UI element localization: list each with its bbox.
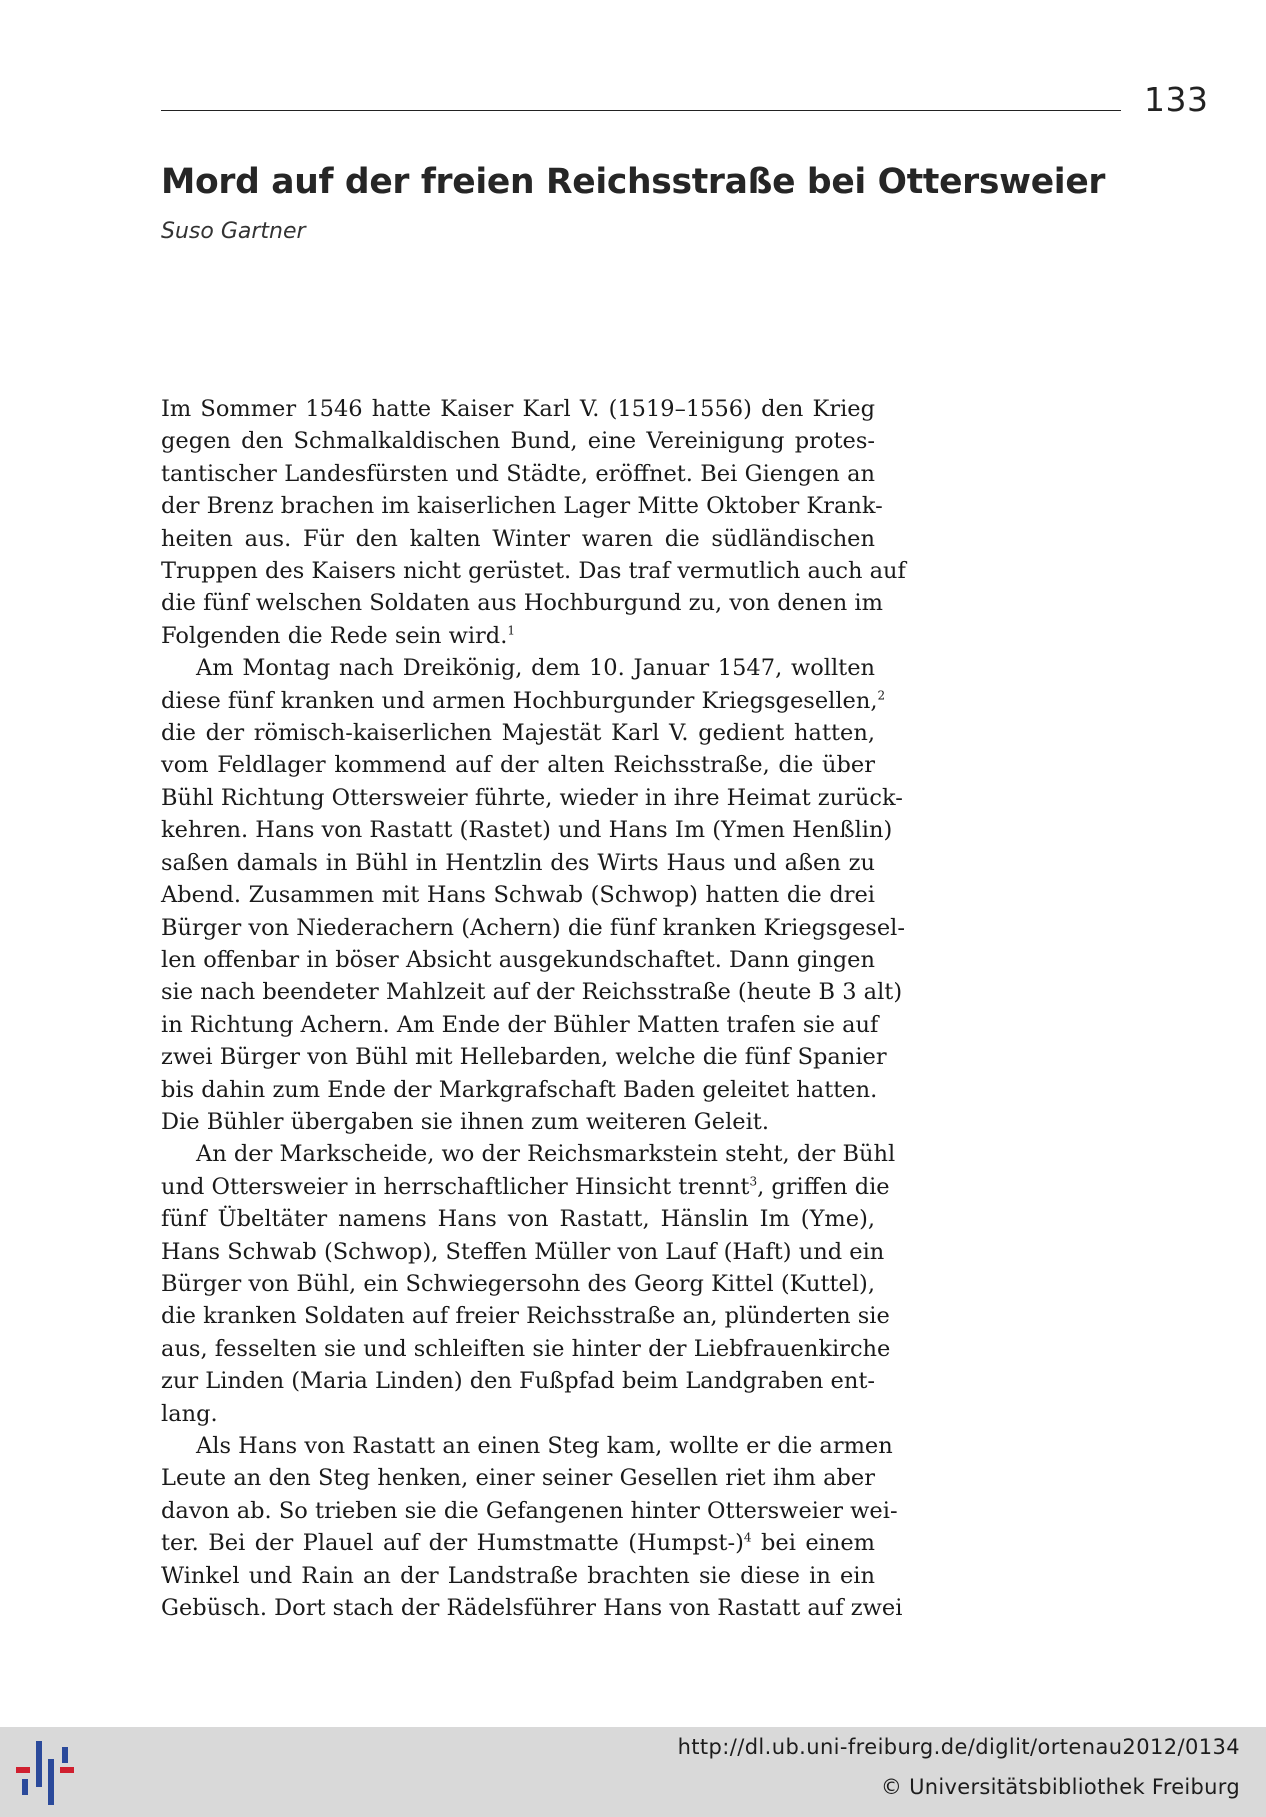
text-line [161, 620, 875, 652]
text-line [161, 1527, 875, 1559]
text-line: gegen den Schmalkaldischen Bund, eine Vereinigung protes- [161, 428, 875, 455]
text-line: in Richtung Achern. Am Ende der Bühler Matten trafen sie auf [161, 1011, 879, 1038]
paragraph-3 [161, 1138, 896, 1430]
footer-url-link[interactable]: http://dl.ub.uni-freiburg.de/diglit/ortenau2012/0134 [677, 1735, 1240, 1759]
page-header-rule [161, 110, 1121, 111]
text-line: davon ab. So trieben sie die Gefangenen hinter Ottersweier wei- [161, 1497, 898, 1524]
text-line: An der Markscheide, wo der Reichsmarkstein steht, der Bühl [196, 1141, 896, 1168]
footnote-marker[interactable]: 1 [507, 623, 515, 638]
text-line-content: und Ottersweier in herrschaftlicher Hinsicht trennt [161, 1173, 750, 1200]
text-line: sie nach beendeter Mahlzeit auf der Reichsstraße (heute B 3 alt) [161, 979, 903, 1006]
text-line: kehren. Hans von Rastatt (Rastet) und Hans Im (Ymen Henßlin) [161, 817, 893, 844]
text-line: die fünf welschen Soldaten aus Hochburgund zu, von denen im [161, 590, 883, 617]
paragraph-2 [161, 652, 905, 1138]
text-line: Hans Schwab (Schwop), Steffen Müller von Lauf (Haft) und ein [161, 1238, 885, 1265]
logo-blue-bar [36, 1741, 42, 1787]
logo-blue-bar [62, 1747, 68, 1763]
footer-bar [0, 1727, 1266, 1817]
article-body [161, 393, 906, 1624]
footer-copyright: © Universitätsbibliothek Freiburg [880, 1775, 1240, 1799]
text-line: Abend. Zusammen mit Hans Schwab (Schwop) hatten die drei [161, 882, 875, 909]
text-line: bis dahin zum Ende der Markgrafschaft Baden geleitet hatten. [161, 1076, 878, 1103]
text-line: Leute an den Steg henken, einer seiner Gesellen riet ihm aber [161, 1465, 875, 1492]
text-line: Am Montag nach Dreikönig, dem 10. Januar 1547, wollten [196, 655, 875, 682]
text-line: die der römisch-kaiserlichen Majestät Karl V. gedient hatten, [161, 720, 875, 747]
footnote-marker[interactable]: 4 [743, 1530, 752, 1545]
text-line: tantischer Landesfürsten und Städte, eröffnet. Bei Giengen an [161, 460, 875, 487]
footnote-marker[interactable]: 3 [749, 1174, 758, 1189]
footnote-marker[interactable]: 2 [877, 688, 886, 703]
page-number: 133 [1144, 80, 1209, 119]
text-line: Gebüsch. Dort stach der Rädelsführer Hans von Rastatt auf zwei [161, 1595, 903, 1622]
text-line: zwei Bürger von Bühl mit Hellebarden, welche die fünf Spanier [161, 1044, 887, 1071]
text-line: der Brenz brachen im kaiserlichen Lager Mitte Oktober Krank- [161, 493, 883, 520]
text-line: vom Feldlager kommend auf der alten Reichsstraße, die über [161, 752, 875, 779]
logo-blue-bar [22, 1779, 28, 1795]
text-line: Als Hans von Rastatt an einen Steg kam, wollte er die armen [196, 1433, 893, 1459]
article-title: Mord auf der freien Reichsstraße bei Ottersweier [161, 162, 1106, 202]
text-line: heiten aus. Für den kalten Winter waren die südländischen [161, 525, 875, 552]
ub-freiburg-logo-icon [14, 1741, 78, 1805]
text-line: Die Bühler übergaben sie ihnen zum weiteren Geleit. [161, 1108, 769, 1135]
text-line: Bürger von Niederachern (Achern) die fünf kranken Kriegsgesel- [161, 914, 905, 941]
text-line: Winkel und Rain an der Landstraße brachten sie diese in ein [161, 1562, 875, 1589]
logo-red-bar [60, 1767, 74, 1773]
text-line: Truppen des Kaisers nicht gerüstet. Das traf vermutlich auch auf [161, 558, 906, 585]
text-line-content: , griffen die [757, 1173, 890, 1200]
text-line: len offenbar in böser Absicht ausgekundschaftet. Dann gingen [161, 946, 875, 973]
text-line: aus, fesselten sie und schleiften sie hinter der Liebfrauenkirche [161, 1335, 891, 1362]
text-line: Bürger von Bühl, ein Schwiegersohn des Georg Kittel (Kuttel), [161, 1270, 875, 1297]
text-line: zur Linden (Maria Linden) den Fußpfad beim Landgraben ent- [161, 1368, 875, 1395]
paragraph-4 [161, 1430, 903, 1624]
text-line [161, 685, 886, 717]
text-line-content: Folgenden die Rede sein wird. [161, 622, 508, 649]
logo-red-bar [16, 1767, 30, 1773]
text-line [161, 1171, 890, 1203]
text-line: lang. [161, 1400, 218, 1427]
paragraph-1 [161, 393, 906, 652]
text-line: fünf Übeltäter namens Hans von Rastatt, Hänslin Im (Yme), [161, 1206, 875, 1233]
article-author: Suso Gartner [161, 219, 306, 244]
text-line-content: diese fünf kranken und armen Hochburgunder Kriegsgesellen, [161, 687, 878, 714]
text-line: die kranken Soldaten auf freier Reichsstraße an, plünderten sie [161, 1303, 890, 1330]
text-line-content: bei einem [751, 1530, 876, 1557]
text-line: Im Sommer 1546 hatte Kaiser Karl V. (1519–1556) den Krieg [161, 396, 875, 422]
logo-blue-bar [48, 1759, 54, 1805]
text-line: Bühl Richtung Ottersweier führte, wieder in ihre Heimat zurück- [161, 784, 903, 811]
text-line-content: ter. Bei der Plauel auf der Humstmatte (Humpst-) [161, 1530, 744, 1557]
text-line: saßen damals in Bühl in Hentzlin des Wirts Haus und aßen zu [161, 849, 875, 876]
